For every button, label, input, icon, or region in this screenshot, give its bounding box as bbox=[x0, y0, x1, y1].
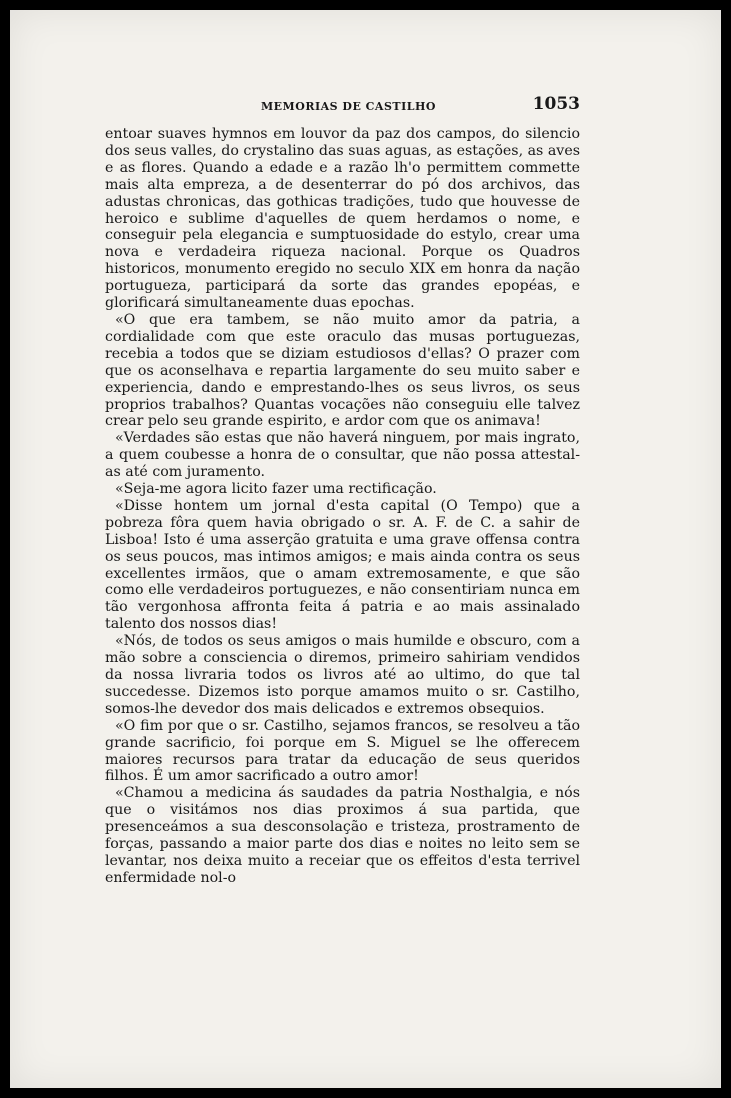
paragraph: «Disse hontem um jornal d'esta capital (O Tempo) que a pobreza fôra quem havia obrigado o sr. A. F. de C. a sahir de Lisboa! Isto é uma asserção gratuita e uma grave offensa contra os seus poucos, mas intimos amigos; e mais ainda contra os seus excellentes irmãos, que o amam extremosamente, e que são como elle verdadeiros portuguezes, e não consentiriam nunca em tão vergonhosa affronta feita á patria e ao mais assinalado talento dos nossos dias! bbox=[105, 497, 580, 633]
paragraph: «Chamou a medicina ás saudades da patria Nosthalgia, e nós que o visitámos nos dias proximos á sua partida, que presenceámos a sua desconsolação e tristeza, prostramento de forças, passando a maior parte dos dias e noites no leito sem se levantar, nos deixa muito a receiar que os effeitos d'esta terrivel enfermidade nol-o bbox=[105, 785, 580, 886]
paragraph: «Verdades são estas que não haverá ninguem, por mais ingrato, a quem coubesse a honra de o consultar, que não possa attestal-as até com juramento. bbox=[105, 430, 580, 481]
running-title: MEMORIAS DE CASTILHO bbox=[261, 100, 436, 113]
book-page bbox=[105, 92, 580, 887]
page-number: 1053 bbox=[532, 94, 580, 114]
paragraph: «Nós, de todos os seus amigos o mais humilde e obscuro, com a mão sobre a consciencia o diremos, primeiro sahiriam vendidos da nossa livraria todos os livros até ao ultimo, do que tal succedesse. Dizemos isto porque amamos muito o sr. Castilho, somos-lhe devedor dos mais delicados e extremos obsequios. bbox=[105, 633, 580, 717]
paragraph: «O fim por que o sr. Castilho, sejamos francos, se resolveu a tão grande sacrificio, foi porque em S. Miguel se lhe offerecem maiores recursos para tratar da educação de seus queridos filhos. É um amor sacrificado a outro amor! bbox=[105, 717, 580, 785]
scanned-page bbox=[10, 10, 721, 1088]
paragraph: «O que era tambem, se não muito amor da patria, a cordialidade com que este oraculo das musas portuguezas, recebia a todos que se diziam estudiosos d'ellas? O prazer com que os aconselhava e repartia largamente do seu muito saber e experiencia, dando e emprestando-lhes os seus livros, os seus proprios trabalhos? Quantas vocações não conseguiu elle talvez crear pelo seu grande espirito, e ardor com que os animava! bbox=[105, 311, 580, 430]
page-body bbox=[105, 126, 580, 887]
page-header bbox=[105, 92, 580, 126]
paragraph: entoar suaves hymnos em louvor da paz dos campos, do silencio dos seus valles, do crystalino das suas aguas, as estações, as aves e as flores. Quando a edade e a razão lh'o permittem commette mais alta empreza, a de desenterrar do pó dos archivos, das adustas chronicas, das gothicas tradições, tudo que houvesse de heroico e sublime d'aquelles de quem herdamos o nome, e conseguir pela elegancia e sumptuosidade do estylo, crear uma nova e verdadeira riqueza nacional. Porque os Quadros historicos, monumento eregido no seculo XIX em honra da nação portugueza, participará da sorte das grandes epopéas, e glorificará simultaneamente duas epochas. bbox=[105, 126, 580, 312]
paragraph: «Seja-me agora licito fazer uma rectificação. bbox=[115, 481, 437, 498]
